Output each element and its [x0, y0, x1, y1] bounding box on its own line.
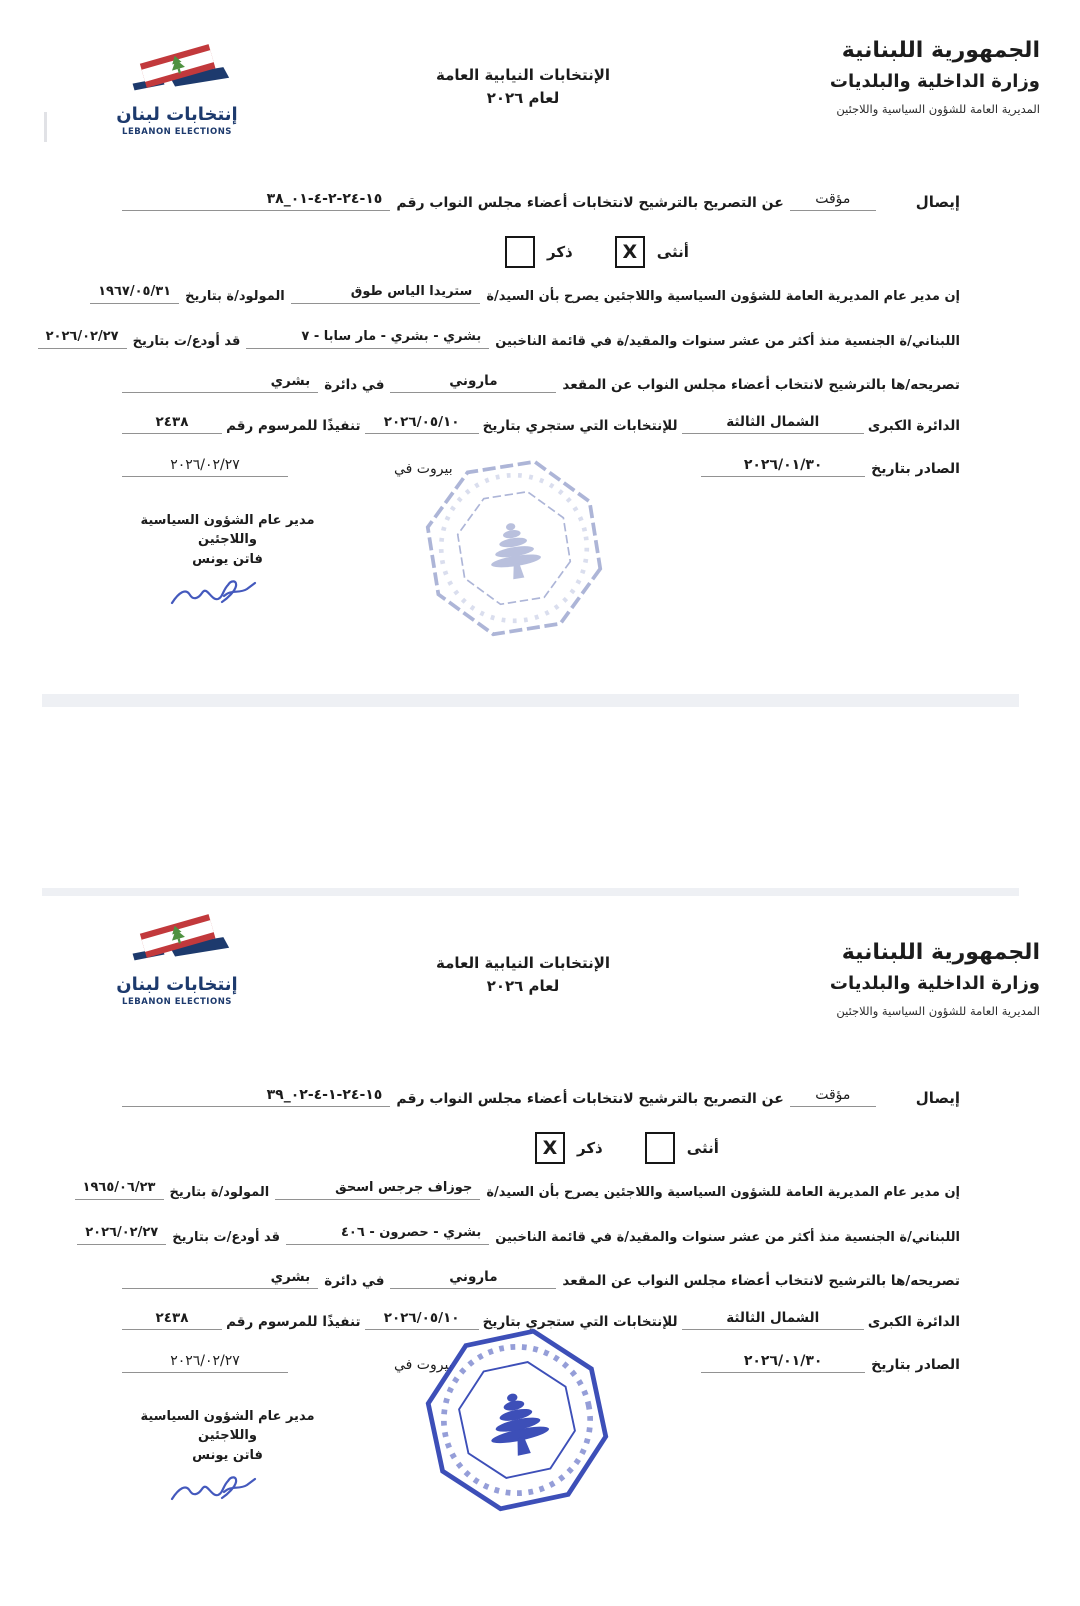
receipt-label: إيصال: [915, 193, 960, 211]
ministry-header: [700, 940, 1040, 1018]
signature: [164, 571, 262, 617]
page-separator-2: [42, 888, 1019, 896]
logo-english-text: LEBANON ELECTIONS: [122, 996, 232, 1007]
female-checkbox: [645, 1132, 675, 1164]
issue-date-field: ٢٠٢٦/٠١/٣٠: [701, 1353, 865, 1373]
election-title-line2: لعام ٢٠٢٦: [486, 977, 560, 996]
candidate-name-field: جوزاف جرجس اسحق: [275, 1180, 480, 1200]
ministry-header: [700, 38, 1040, 116]
declaration-intro-label: إن مدير عام المديرية العامة للشؤون السياسية واللاجئين يصرح بأن السيد/ة: [486, 289, 960, 304]
female-checkbox: X: [615, 236, 645, 268]
election-title-line1: الإنتخابات النيابية العامة: [435, 66, 611, 84]
major-district-label: الدائرة الكبرى: [867, 418, 960, 434]
signer-name: فاتن يونس: [192, 1447, 263, 1463]
birth-date-field: ١٩٦٥/٠٦/٢٣: [75, 1180, 164, 1200]
receipt-number-field: ١٥-٢٤-٢-٤-٠١_٣٨: [122, 191, 390, 211]
candidacy-clause-label: تصريحه/ها بالترشيح لانتخاب أعضاء مجلس النواب عن المقعد: [562, 377, 960, 393]
candidate-line: [98, 284, 960, 304]
receipt-label: إيصال: [915, 1089, 960, 1107]
nationality-clause-label: اللبناني/ة الجنسية منذ أكثر من عشر سنوات والمقيد/ة في قائمة الناخبين: [495, 1230, 960, 1245]
per-decree-label: تنفيذًا للمرسوم رقم: [226, 418, 361, 434]
ballot-box-flag-icon: [118, 44, 236, 100]
temporary-field: مؤقت: [790, 1087, 876, 1107]
seat-field: ماروني: [390, 1269, 556, 1289]
birth-date-field: ١٩٦٧/٠٥/٣١: [90, 284, 179, 304]
seat-field: ماروني: [390, 373, 556, 393]
receipt-subject-label: عن التصريح بالترشيح لانتخابات أعضاء مجلس النواب رقم: [396, 195, 784, 211]
official-stamp: [420, 450, 608, 646]
male-checkbox: [505, 236, 535, 268]
election-date-field: ٢٠٢٦/٠٥/١٠: [365, 414, 479, 434]
major-district-field: الشمال الثالثة: [682, 1310, 864, 1330]
deposited-on-label: قد أودع/ت بتاريخ: [132, 334, 241, 349]
seat-line: [122, 1269, 960, 1289]
district-field: بشري: [122, 373, 318, 393]
major-district-field: الشمال الثالثة: [682, 414, 864, 434]
per-decree-label: تنفيذًا للمرسوم رقم: [226, 1314, 361, 1330]
male-label: ذكر: [577, 1139, 603, 1157]
issued-on-label: الصادر بتاريخ: [871, 461, 960, 477]
election-date-field: ٢٠٢٦/٠٥/١٠: [365, 1310, 479, 1330]
republic-title: الجمهورية اللبنانية: [841, 940, 1040, 965]
document-1: [0, 0, 1080, 694]
lebanon-elections-logo: [116, 914, 238, 1007]
district-field: بشري: [122, 1269, 318, 1289]
voter-registration-field: بشري - بشري - مار سابا - ٧: [246, 329, 489, 349]
logo-english-text: LEBANON ELECTIONS: [122, 126, 232, 137]
beirut-date-field: ٢٠٢٦/٠٢/٢٧: [122, 457, 288, 477]
decree-number-field: ٢٤٣٨: [122, 1310, 222, 1330]
candidate-name-field: ستريدا الياس طوق: [291, 284, 481, 304]
major-district-label: الدائرة الكبرى: [867, 1314, 960, 1330]
receipt-line: [122, 191, 960, 211]
gender-line: [505, 236, 689, 268]
temporary-field: مؤقت: [790, 191, 876, 211]
male-label: ذكر: [547, 243, 573, 261]
registration-line: [45, 329, 960, 349]
elections-held-on-label: للإنتخابات التي ستجري بتاريخ: [482, 418, 678, 434]
nationality-clause-label: اللبناني/ة الجنسية منذ أكثر من عشر سنوات والمقيد/ة في قائمة الناخبين: [495, 334, 960, 349]
seat-line: [122, 373, 960, 393]
candidacy-clause-label: تصريحه/ها بالترشيح لانتخاب أعضاء مجلس النواب عن المقعد: [562, 1273, 960, 1289]
signer-name: فاتن يونس: [192, 551, 263, 567]
candidate-line: [82, 1180, 960, 1200]
receipt-line: [122, 1087, 960, 1107]
signature-block: [115, 512, 340, 621]
registration-line: [85, 1225, 960, 1245]
scan-artifact-1: [44, 112, 47, 142]
signature: [164, 1467, 262, 1513]
document-2: [0, 896, 1080, 1606]
receipt-number-field: ١٥-٢٤-١-٤-٠٢_٣٩: [122, 1087, 390, 1107]
receipt-subject-label: عن التصريح بالترشيح لانتخابات أعضاء مجلس النواب رقم: [396, 1091, 784, 1107]
female-label: أنثى: [686, 1139, 719, 1157]
ministry-title: وزارة الداخلية والبلديات: [829, 71, 1040, 92]
election-title-line1: الإنتخابات النيابية العامة: [435, 954, 611, 972]
in-district-label: في دائرة: [324, 1273, 385, 1289]
lebanon-elections-logo: [116, 44, 238, 137]
logo-arabic-text: إنتخابات لبنان: [116, 974, 238, 995]
election-title-line2: لعام ٢٠٢٦: [486, 89, 560, 108]
deposit-date-field: ٢٠٢٦/٠٢/٢٧: [77, 1225, 166, 1245]
directorate-title: المديرية العامة للشؤون السياسية واللاجئين: [836, 1004, 1040, 1018]
in-district-label: في دائرة: [324, 377, 385, 393]
election-title: [398, 952, 648, 999]
beirut-on-label: بيروت في: [394, 1357, 453, 1373]
signer-title: مدير عام الشؤون السياسية واللاجئين: [140, 1409, 315, 1443]
deposit-date-field: ٢٠٢٦/٠٢/٢٧: [38, 329, 127, 349]
gender-line: [535, 1132, 719, 1164]
beirut-on-label: بيروت في: [394, 461, 453, 477]
logo-arabic-text: إنتخابات لبنان: [116, 104, 238, 125]
voter-registration-field: بشري - حصرون - ٤٠٦: [286, 1225, 489, 1245]
issued-on-label: الصادر بتاريخ: [871, 1357, 960, 1373]
male-checkbox: X: [535, 1132, 565, 1164]
ballot-box-flag-icon: [118, 914, 236, 970]
directorate-title: المديرية العامة للشؤون السياسية واللاجئين: [836, 102, 1040, 116]
elections-held-on-label: للإنتخابات التي ستجري بتاريخ: [482, 1314, 678, 1330]
deposited-on-label: قد أودع/ت بتاريخ: [172, 1230, 280, 1245]
declaration-intro-label: إن مدير عام المديرية العامة للشؤون السياسية واللاجئين يصرح بأن السيد/ة: [486, 1185, 960, 1200]
republic-title: الجمهورية اللبنانية: [841, 38, 1040, 63]
beirut-date-field: ٢٠٢٦/٠٢/٢٧: [122, 1353, 288, 1373]
page-separator-1: [42, 694, 1019, 707]
signature-block: [115, 1408, 340, 1517]
decree-number-field: ٢٤٣٨: [122, 414, 222, 434]
official-stamp: [422, 1316, 612, 1524]
ministry-title: وزارة الداخلية والبلديات: [829, 973, 1040, 994]
born-on-label: المولود/ة بتاريخ: [185, 289, 285, 304]
election-title: [398, 64, 648, 111]
district-line: [122, 414, 960, 434]
signer-title: مدير عام الشؤون السياسية واللاجئين: [140, 513, 315, 547]
born-on-label: المولود/ة بتاريخ: [169, 1185, 270, 1200]
issue-date-field: ٢٠٢٦/٠١/٣٠: [701, 457, 865, 477]
female-label: أنثى: [656, 243, 689, 261]
